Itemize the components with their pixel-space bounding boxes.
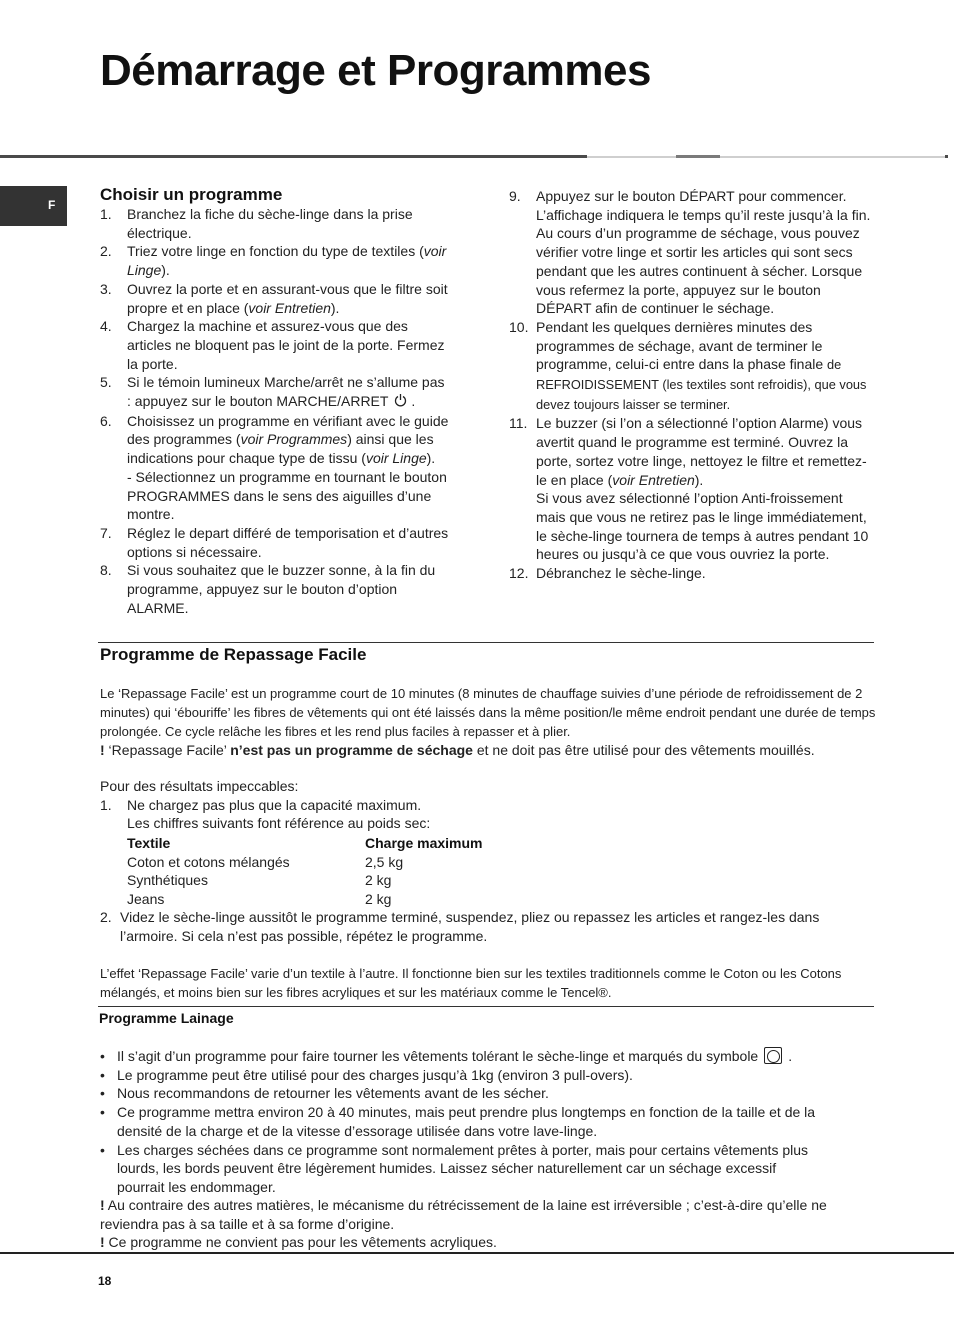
footer-rule [0, 1252, 954, 1254]
warning-mark: ! [100, 742, 105, 758]
list-item: 12. Débranchez le sèche-linge. [509, 565, 706, 582]
section-heading-repassage: Programme de Repassage Facile [100, 645, 367, 664]
list-item: 2. Triez votre linge en fonction du type de textiles (voir Linge). [100, 243, 447, 279]
list-item: 4. Chargez la machine et assurez-vous que des articles ne bloquent pas le joint de la porte. Fermez la porte. [100, 318, 445, 372]
list-item: 1. Branchez la fiche du sèche-linge dans la prise électrique. [100, 206, 413, 241]
repassage-step2 [100, 908, 845, 945]
warning-note: ! Au contraire des autres matières, le mécanisme du rétrécissement de la laine est irréversible ; c’est-à-dire qu’elle ne reviendra pas à sa taille et à sa forme d’origine. [100, 1197, 827, 1232]
tumble-dry-symbol-icon [764, 1047, 782, 1064]
header-rule-light [587, 156, 676, 158]
steps-right-column [509, 187, 871, 583]
repassage-results: Pour des résultats impeccables: 1. Ne chargez pas plus que la capacité maximum. Les chiffres suivants font référence au poids sec: [100, 777, 880, 833]
lainage-notes [100, 1196, 830, 1252]
steps-left-column [100, 205, 450, 617]
list-item: • Il s’agit d’un programme pour faire tourner les vêtements tolérant le sèche-linge et marqués du symbole . [100, 1047, 860, 1066]
list-item: 9. Appuyez sur le bouton DÉPART pour commencer. L’affichage indiquera le temps qu’il reste jusqu’à la fin. Au cours d’un programme de séchage, vous pouvez vérifier votre linge et sortir les articles qui sont secs pendant que les autres continuent à sécher. Lorsque vous refermez la porte, appuyez sur le bouton DÉPART afin de continuer le séchage. [509, 188, 871, 317]
list-item: 11. Le buzzer (si l’on a sélectionné l’option Alarme) vous avertit quand le programme est terminé. Ouvrez la porte, sortez votre linge, nettoyez le filtre et remettez-le en place (voir Entretien). Si vous avez sélectionné l’option Anti-froissement mais que vous ne retirez pas le linge immédiatement, le sèche-linge tournera de temps à autres pendant 10 heures ou jusqu’à ce que vous ouvriez la porte. [509, 415, 869, 563]
list-item: • Le programme peut être utilisé pour des charges jusqu’à 1kg (environ 3 pull-overs). [100, 1066, 860, 1085]
table-row: Jeans 2 kg [127, 891, 392, 908]
header-rule-accent [676, 155, 720, 158]
load-table [127, 834, 482, 909]
list-item: 3. Ouvrez la porte et en assurant-vous que le filtre soit propre et en place (voir Entretien). [100, 280, 448, 316]
section-divider [98, 1006, 874, 1007]
warning-note: ! Ce programme ne convient pas pour les vêtements acryliques. [100, 1234, 497, 1251]
warning-mark: ! [100, 1234, 105, 1251]
table-header-row: Textile Charge maximum [127, 835, 483, 851]
language-tab [0, 186, 67, 226]
table-row: Coton et cotons mélangés 2,5 kg [127, 853, 404, 870]
header-rule [0, 155, 587, 158]
lainage-bullets [100, 1047, 860, 1197]
table-row: Synthétiques 2 kg [127, 872, 392, 889]
section-heading-choisir: Choisir un programme [100, 185, 283, 204]
list-item: 6. Choisissez un programme en vérifiant avec le guide des programmes (voir Programmes) ainsi que les indications pour chaque type de tissu (voir Linge). - Sélectionnez un programme en tournant le bouton PROGRAMMES dans le sens des aiguilles d’une montre. [100, 412, 449, 523]
language-tab-label: F [48, 198, 56, 212]
repassage-intro: Le ‘Repassage Facile’ est un programme court de 10 minutes (8 minutes de chauffage suivies d’une période de refroidissement de 2 minutes) qui ‘ébouriffe’ les fibres de vêtements qui ont été laissés dans la même position/le même endroit pendant une durée de temps prolongée. Ce cycle relâche les fibres et les rend plus faciles à repasser et à plier. ! ‘Repassage Facile’ n’est pas un programme de séchage et ne doit pas être utilisé pour des vêtements mouillés. [100, 686, 876, 758]
warning-mark: ! [100, 1197, 105, 1213]
section-divider [98, 642, 874, 643]
list-item: 7. Réglez le depart différé de temporisation et d’autres options si nécessaire. [100, 524, 449, 560]
list-item: • Ce programme mettra environ 20 à 40 minutes, mais peut prendre plus longtemps en fonction de la taille et de la densité de la charge et de la vitesse d’essorage utilisée dans votre lave-linge. [100, 1103, 860, 1140]
page-number: 18 [98, 1274, 112, 1288]
list-item: 10. Pendant les quelques dernières minutes des programmes de séchage, avant de terminer le programme, celui-ci entre dans la phase finale de REFROIDISSEMENT (les textiles sont refroidis), que vous devez toujours laisser se terminer. [509, 318, 867, 412]
section-heading-lainage: Programme Lainage [99, 1010, 234, 1026]
list-item: 8. Si vous souhaitez que le buzzer sonne, à la fin du programme, appuyez sur le bouton d’option ALARME. [100, 562, 436, 616]
repassage-effect: L’effet ‘Repassage Facile’ varie d’un textile à l’autre. Il fonctionne bien sur les textiles traditionnels comme le Coton ou les Cotons mélangés, et moins bien sur les fibres acryliques et sur les matériaux comme le Tencel®. [100, 966, 842, 1000]
list-item: 2. Videz le sèche-linge aussitôt le programme terminé, suspendez, pliez ou repassez les articles et rangez-les dans l’armoire. Si cela n’est pas possible, répétez le programme. [100, 909, 820, 944]
page-title: Démarrage et Programmes [100, 46, 651, 95]
list-item: • Nous recommandons de retourner les vêtements avant de les sécher. [100, 1084, 860, 1103]
header-rule-light [720, 156, 945, 158]
list-item: 1. Ne chargez pas plus que la capacité maximum. Les chiffres suivants font référence au poids sec: [100, 796, 431, 832]
list-item: 5. Si le témoin lumineux Marche/arrêt ne s’allume pas : appuyez sur le bouton MARCHE/ARRET . [100, 373, 450, 411]
power-icon [394, 393, 407, 412]
list-item: • Les charges séchées dans ce programme sont normalement prêtes à porter, mais pour certains vêtements plus lourds, les bords peuvent être légèrement humides. Laissez sécher naturellement car un séchage excessif pourrait les endommager. [100, 1141, 860, 1197]
header-rule-end [945, 155, 948, 158]
